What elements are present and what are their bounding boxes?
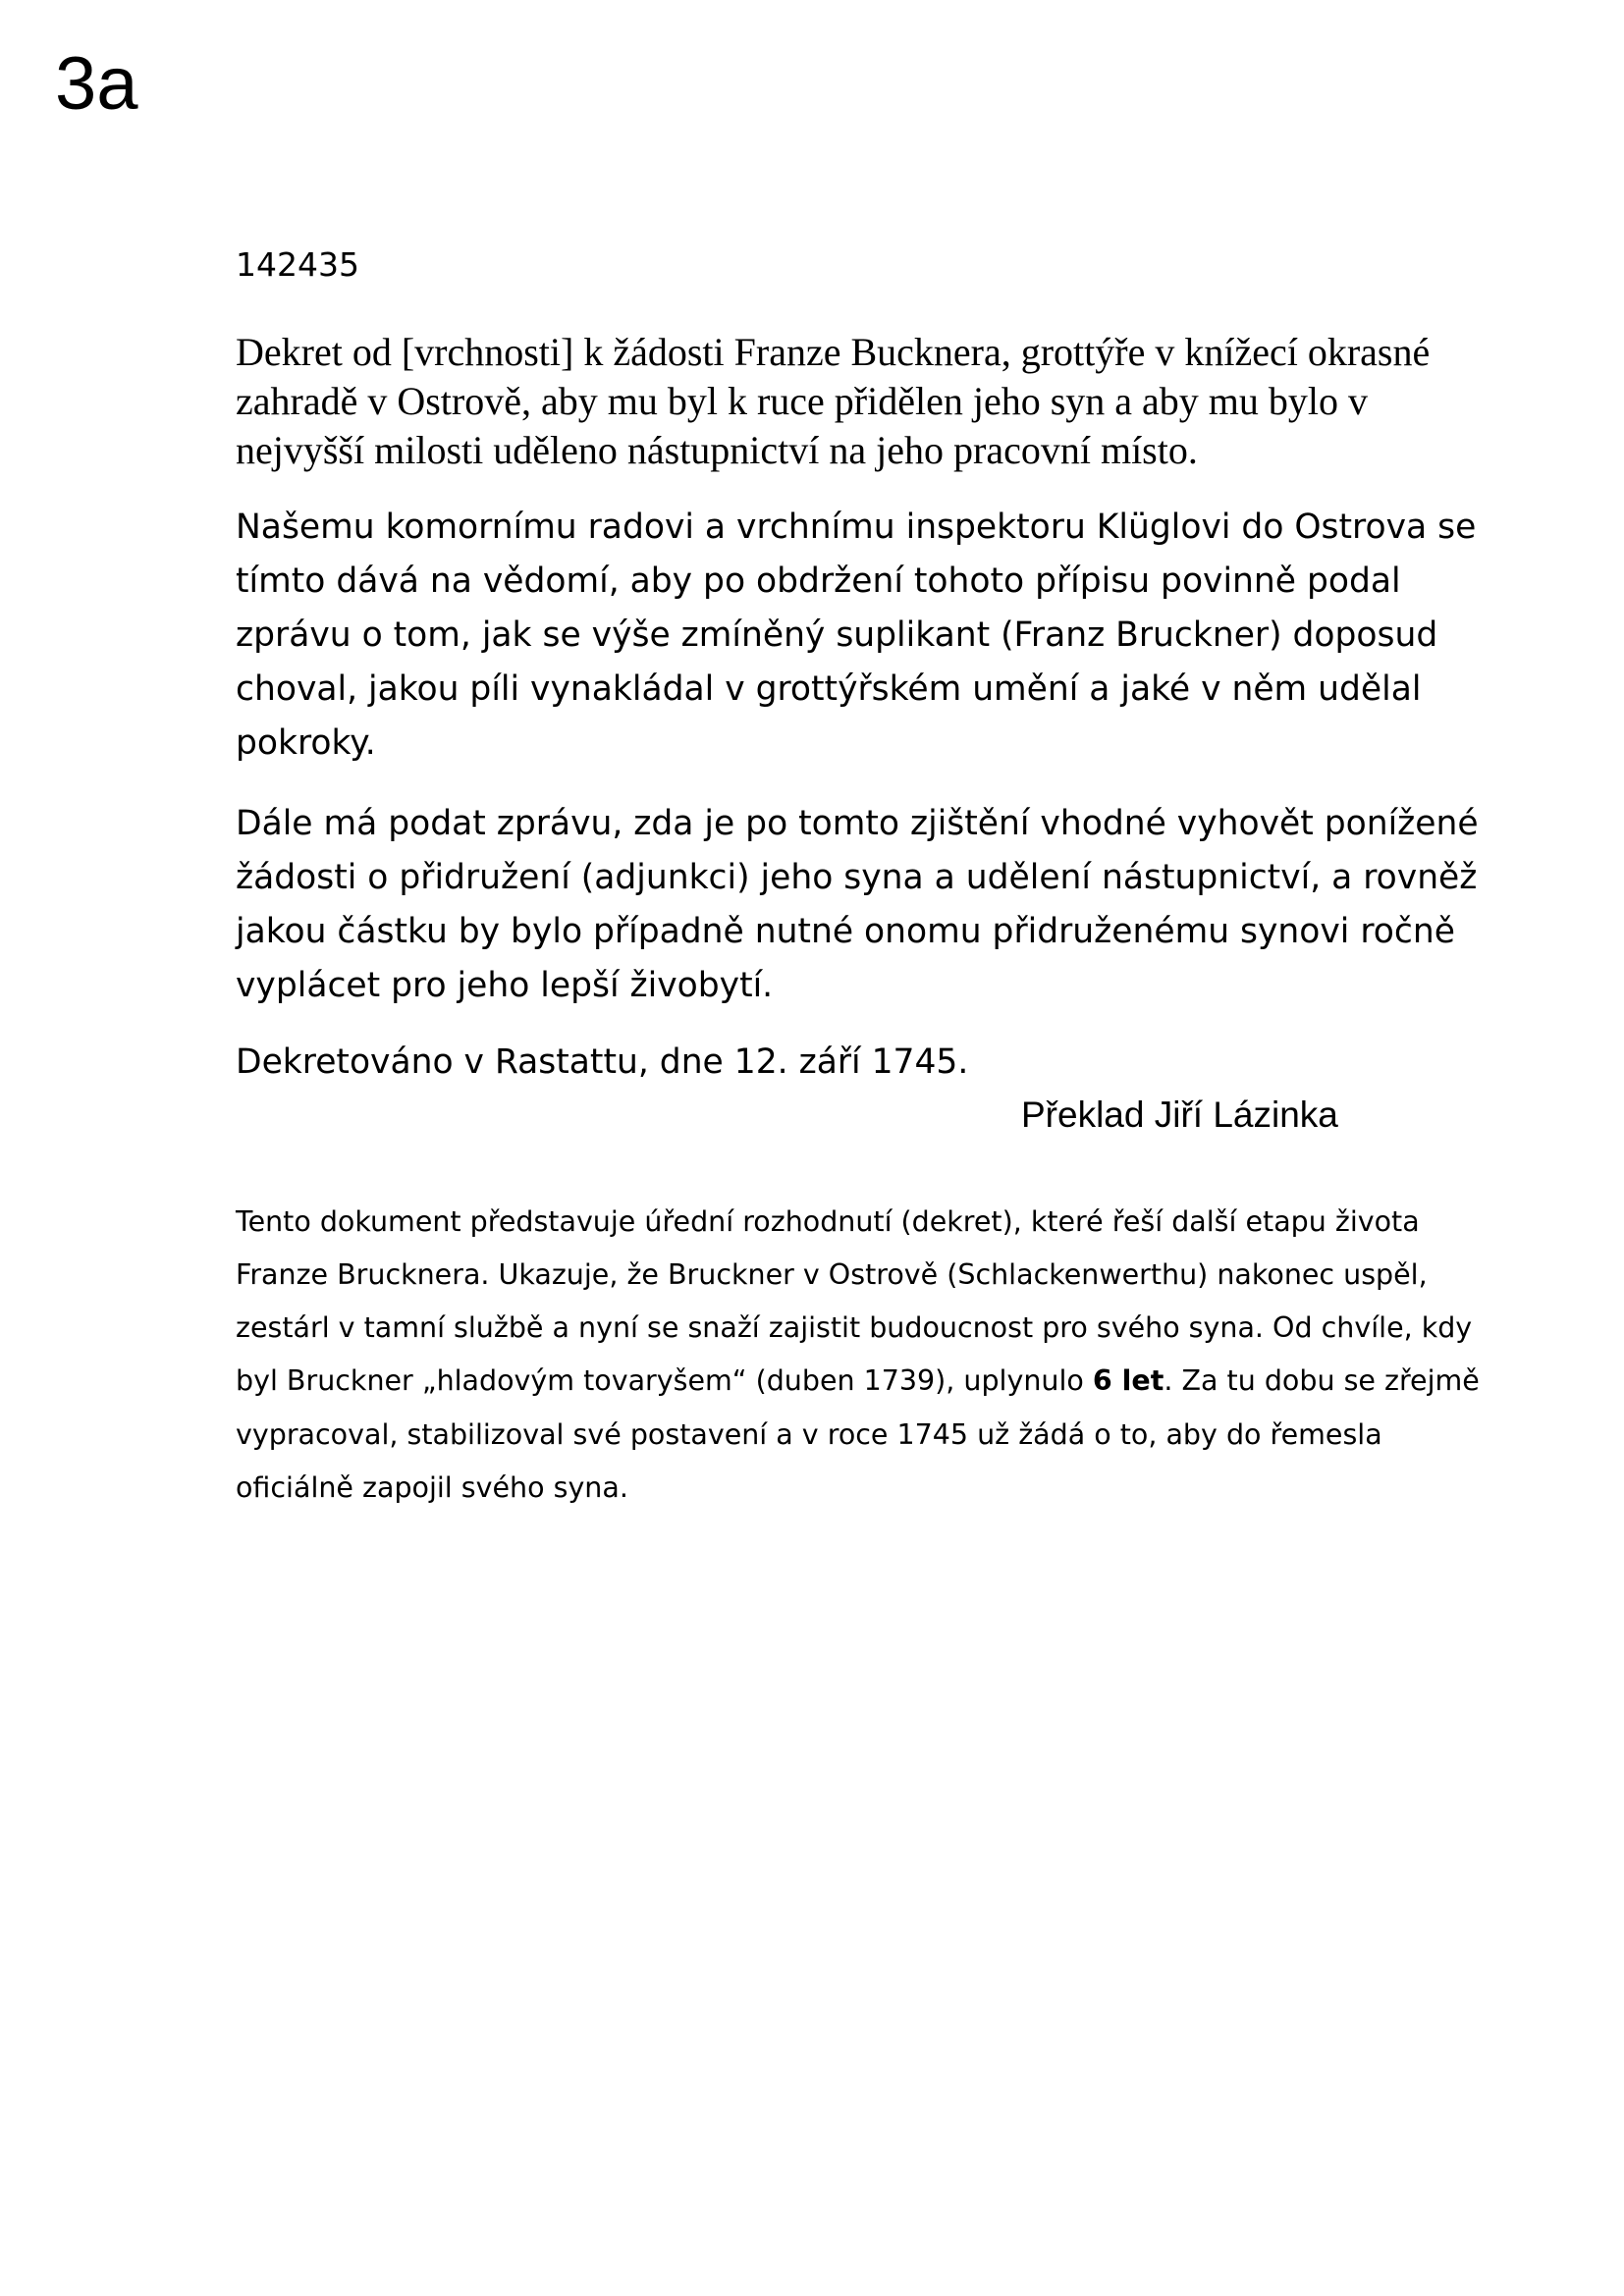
decree-heading: Dekret od [vrchnosti] k žádosti Franze Bucknera, grottýře v knížecí okrasné zahradě v Ostrově, aby mu byl k ruce přidělen jeho syn a aby mu bylo v nejvyšší milosti uděleno nástupnictví na jeho pracovní místo. — [236, 329, 1431, 472]
note-text-end: . Za tu dobu se zřejmě vypracoval, stabilizoval své postavení a v roce 1745 už žádá o to, aby do řemesla oficiálně zapojil svého syna. — [236, 1364, 1480, 1504]
translator-credit: Překlad Jiří Lázinka — [1021, 1094, 1338, 1135]
note-text-start: Tento dokument představuje úřední rozhodnutí (dekret), které řeší další etapu života Franze Brucknera. Ukazuje, že Bruckner v Ostrově (Schlackenwerthu) nakonec uspěl, zestárl v tamní službě a nyní se snaží zajistit budoucnost pro svého syna. Od chvíle, kdy byl Bruckner „hladovým tovaryšem“ (duben 1739), uplynulo — [236, 1205, 1473, 1398]
paragraph-1: Našemu komornímu radovi a vrchnímu inspektoru Klüglovi do Ostrova se tímto dává na vědomí, aby po obdržení tohoto přípisu povinně podal zprávu o tom, jak se výše zmíněný suplikant (Franz Bruckner) doposud choval, jakou píli vynakládal v grottýřském umění a jaké v něm udělal pokroky. — [236, 507, 1477, 764]
note-bold-years: 6 let — [1092, 1364, 1164, 1398]
document-number: 142435 — [236, 245, 359, 284]
page-label: 3a — [55, 42, 138, 126]
date-line: Dekretováno v Rastattu, dne 12. září 1745. — [236, 1042, 969, 1083]
commentary-note — [236, 1196, 1483, 1515]
document-body — [236, 245, 1483, 1515]
paragraph-2: Dále má podat zprávu, zda je po tomto zjištění vhodné vyhovět ponížené žádosti o přidružení (adjunkci) jeho syna a udělení nástupnictví, a rovněž jakou částku by bylo případně nutné onomu přidruženému synovi ročně vyplácet pro jeho lepší živobytí. — [236, 803, 1479, 1006]
